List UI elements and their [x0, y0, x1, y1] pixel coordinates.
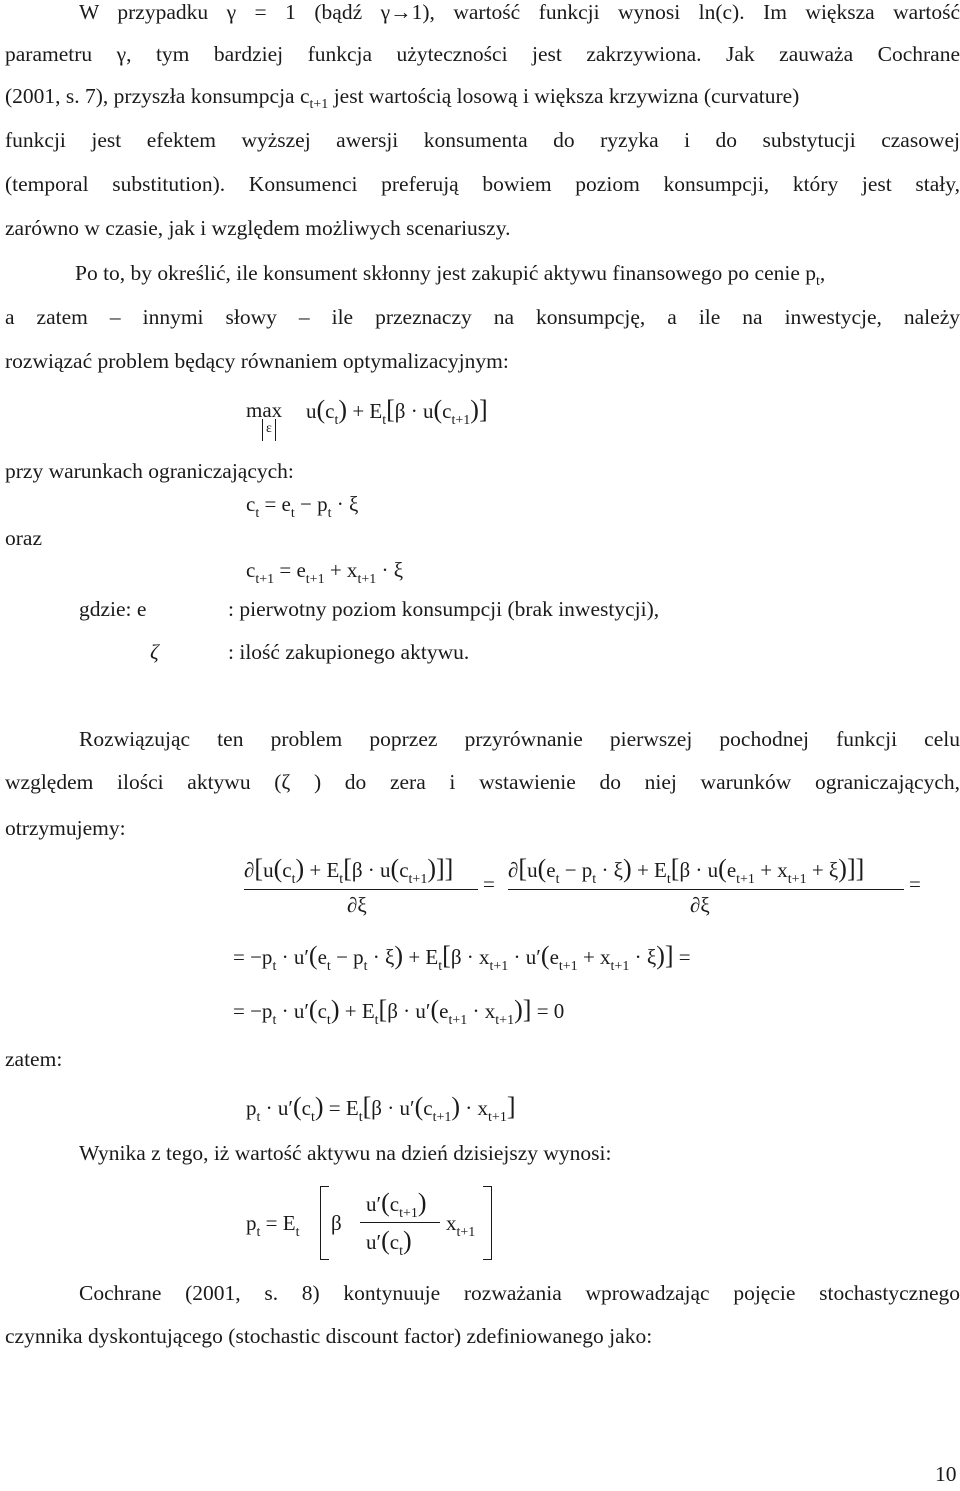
text-line: Wynika z tego, iż wartość aktywu na dzień dzisiejszy wynosi: — [79, 1141, 612, 1165]
abs-bar-left — [262, 419, 263, 441]
fraction-line — [360, 1222, 440, 1223]
fraction-line — [508, 889, 904, 890]
text-line: zarówno w czasie, jak i względem możliwych scenariuszy. — [5, 216, 511, 240]
zeta-symbol: ζ — [150, 640, 159, 664]
ratio-numerator: $u'(c_{t+1})$ — [366, 1188, 427, 1221]
fraction-line — [244, 889, 478, 890]
text-line: względem ilości aktywu (ζ ) do zera i wstawienie do niej warunków ograniczających, — [5, 770, 960, 794]
where-label: gdzie: e — [79, 597, 147, 621]
text-line: funkcji jest efektem wyższej awersji konsumenta do ryzyka i do substytucji czasowej — [5, 128, 960, 152]
text-line: Cochrane (2001, s. 8) kontynuuje rozważania wprowadzając pojęcie stochastycznego — [79, 1281, 960, 1305]
page-number: 10 — [935, 1462, 957, 1486]
text-line: a zatem – innymi słowy – ile przeznaczy na konsumpcję, a ile na inwestycje, należy — [5, 305, 960, 329]
euler-equation: $p_t \cdot u'(c_t) = E_t[\beta \cdot u'(c_{t+1}) \cdot x_{t+1}]$ — [246, 1092, 516, 1125]
derivative-numerator-2: $\partial[u(e_t - p_t \cdot \xi) + E_t[\beta \cdot u(e_{t+1} + x_{t+1} + \xi)]]$ — [508, 854, 865, 887]
bracket-right — [483, 1186, 492, 1260]
derivative-numerator-1: $\partial[u(c_t) + E_t[\beta \cdot u(c_{t+1})]]$ — [244, 854, 454, 887]
payoff-term: $x_{t+1}$ — [446, 1211, 476, 1240]
text-line: parametru γ, tym bardziej funkcja użyteczności jest zakrzywiona. Jak zauważa Cochrane — [5, 42, 960, 66]
oraz-label: oraz — [5, 526, 42, 550]
equals-sign: = — [483, 872, 495, 896]
where-zeta-description: : ilość zakupionego aktywu. — [228, 640, 470, 664]
text-line: rozwiązać problem będący równaniem optymalizacyjnym: — [5, 349, 509, 373]
text-line — [5, 86, 960, 112]
derivation-line-1: = $-p_t \cdot u'(e_t - p_t \cdot \xi) + E_t[\beta \cdot x_{t+1} \cdot u'(e_{t+1} + x_{t+1} \cdot \xi)]$ = — [233, 941, 691, 974]
constraint-eq-1: $c_t = e_t - p_t \cdot \xi$ — [246, 492, 359, 521]
text-segment: (2001, s. 7), przyszła konsumpcja $c_{t+1}$ jest wartością losową i większa krzywizna (curvature) — [5, 84, 800, 112]
text-line: Po to, by określić, ile konsument skłonny jest zakupić aktywu finansowego po cenie $p_t$, — [75, 261, 826, 289]
beta-symbol: β — [331, 1211, 342, 1235]
zatem-label: zatem: — [5, 1047, 63, 1071]
text-line: W przypadku γ = 1 (bądź γ→1), wartość funkcji wynosi ln(c). Im większa wartość — [79, 0, 960, 24]
derivative-denominator-1: ∂ξ — [347, 893, 367, 917]
text-line: (temporal substitution). Konsumenci preferują bowiem poziom konsumpcji, który jest stały, — [5, 172, 960, 196]
equals-sign: = — [909, 872, 921, 896]
constraint-eq-2: $c_{t+1} = e_{t+1} + x_{t+1} \cdot \xi$ — [246, 558, 404, 587]
max-variable: ε — [266, 421, 272, 436]
text-line: Rozwiązując ten problem poprzez przyrównanie pierwszej pochodnej funkcji celu — [79, 727, 960, 751]
where-e-description: : pierwotny poziom konsumpcji (brak inwestycji), — [228, 597, 660, 621]
constraints-label: przy warunkach ograniczających: — [5, 459, 294, 483]
max-operator: max — [246, 398, 283, 422]
objective-expression: $u(c_t) + E_t[\beta \cdot u(c_{t+1})]$ — [306, 395, 488, 428]
derivation-line-2: = $-p_t \cdot u'(c_t) + E_t[\beta \cdot u'(e_{t+1} \cdot x_{t+1})] = 0$ — [233, 995, 565, 1028]
bracket-left — [320, 1186, 329, 1260]
derivative-denominator-2: ∂ξ — [690, 893, 710, 917]
ratio-denominator: $u'(c_t)$ — [366, 1226, 412, 1259]
text-line: otrzymujemy: — [5, 816, 126, 840]
text-line: czynnika dyskontującego (stochastic discount factor) zdefiniowanego jako: — [5, 1324, 653, 1348]
abs-bar-right — [275, 419, 276, 441]
price-equation-lhs: $p_t = E_t$ — [246, 1211, 300, 1240]
